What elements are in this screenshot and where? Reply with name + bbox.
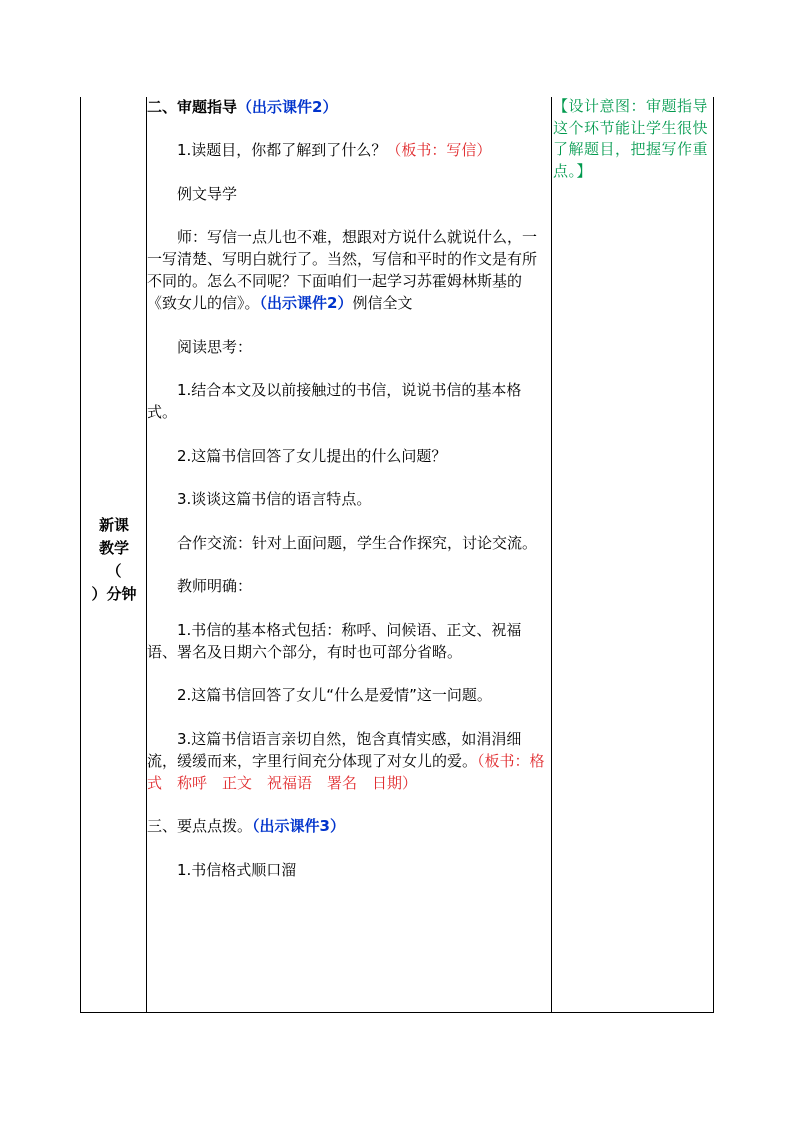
teacher-clear-heading: 教师明确： <box>177 577 253 595</box>
teacher-intro-text: 师：写信一点儿也不难，想跟对方说什么就说什么，一一写清楚、写明白就行了。当然，写信和平时的作文是有所不同的。怎么不同呢？下面咱们一起学习苏霍姆林斯基的《致女儿的信》。 <box>147 228 538 312</box>
point-1: 1.书信格式顺口溜 <box>177 860 297 879</box>
section-label <box>83 514 145 606</box>
reading-heading: 阅读思考： <box>177 337 253 356</box>
section-label-line3: （ <box>106 562 122 580</box>
table-border-bottom <box>80 1012 714 1013</box>
section-label-line1: 新课 <box>98 516 129 534</box>
question-1 <box>147 139 551 161</box>
think-question-2: 2.这篇书信回答了女儿提出的什么问题？ <box>177 446 447 465</box>
section2-courseware: （出示课件2） <box>237 98 338 116</box>
teacher-intro-tail: 例信全文 <box>352 294 413 312</box>
teacher-intro <box>147 226 551 314</box>
answer-2: 2.这篇书信回答了女儿“什么是爱情”这一问题。 <box>177 686 492 704</box>
design-note: 【设计意图：审题指导这个环节能让学生很快了解题目，把握写作重点。】 <box>553 97 709 180</box>
section3-title: 三、要点点拨。 <box>147 817 253 835</box>
question-1-text: 1.读题目，你都了解到了什么？ <box>177 141 387 159</box>
cooperate-paragraph: 合作交流：针对上面问题，学生合作探究，讨论交流。 <box>177 533 538 552</box>
answer-3-board: （板书：格式 称呼 正文 祝福语 署名 日期） <box>147 751 545 792</box>
section3-courseware: （出示课件3） <box>252 817 345 835</box>
teacher-intro-courseware: （出示课件2） <box>259 294 353 312</box>
think-question-1: 1.结合本文及以前接触过的书信，说说书信的基本格式。 <box>147 381 522 421</box>
section-label-line2: 教学 <box>98 539 129 557</box>
answer-1: 1.书信的基本格式包括：称呼、问候语、正文、祝福语、署名及日期六个部分，有时也可部分省略。 <box>147 620 522 661</box>
section-label-line4: ）分钟 <box>91 585 137 603</box>
answer-3-text: 3.这篇书信语言亲切自然，饱含真情实感，如涓涓细流，缓缓而来，字里行间充分体现了对女儿的爱。 <box>147 729 522 770</box>
table-border-col2 <box>551 97 552 1013</box>
example-heading: 例文导学 <box>177 184 238 203</box>
answer-3 <box>147 728 551 794</box>
section2-heading <box>147 96 551 118</box>
main-content <box>147 96 551 902</box>
table-border-right <box>713 97 714 1013</box>
section2-title: 二、审题指导 <box>147 98 238 116</box>
think-question-3: 3.谈谈这篇书信的语言特点。 <box>177 490 372 508</box>
question-1-board: （板书：写信） <box>386 141 492 159</box>
table-border-left <box>80 97 81 1013</box>
section3-heading <box>147 815 551 837</box>
